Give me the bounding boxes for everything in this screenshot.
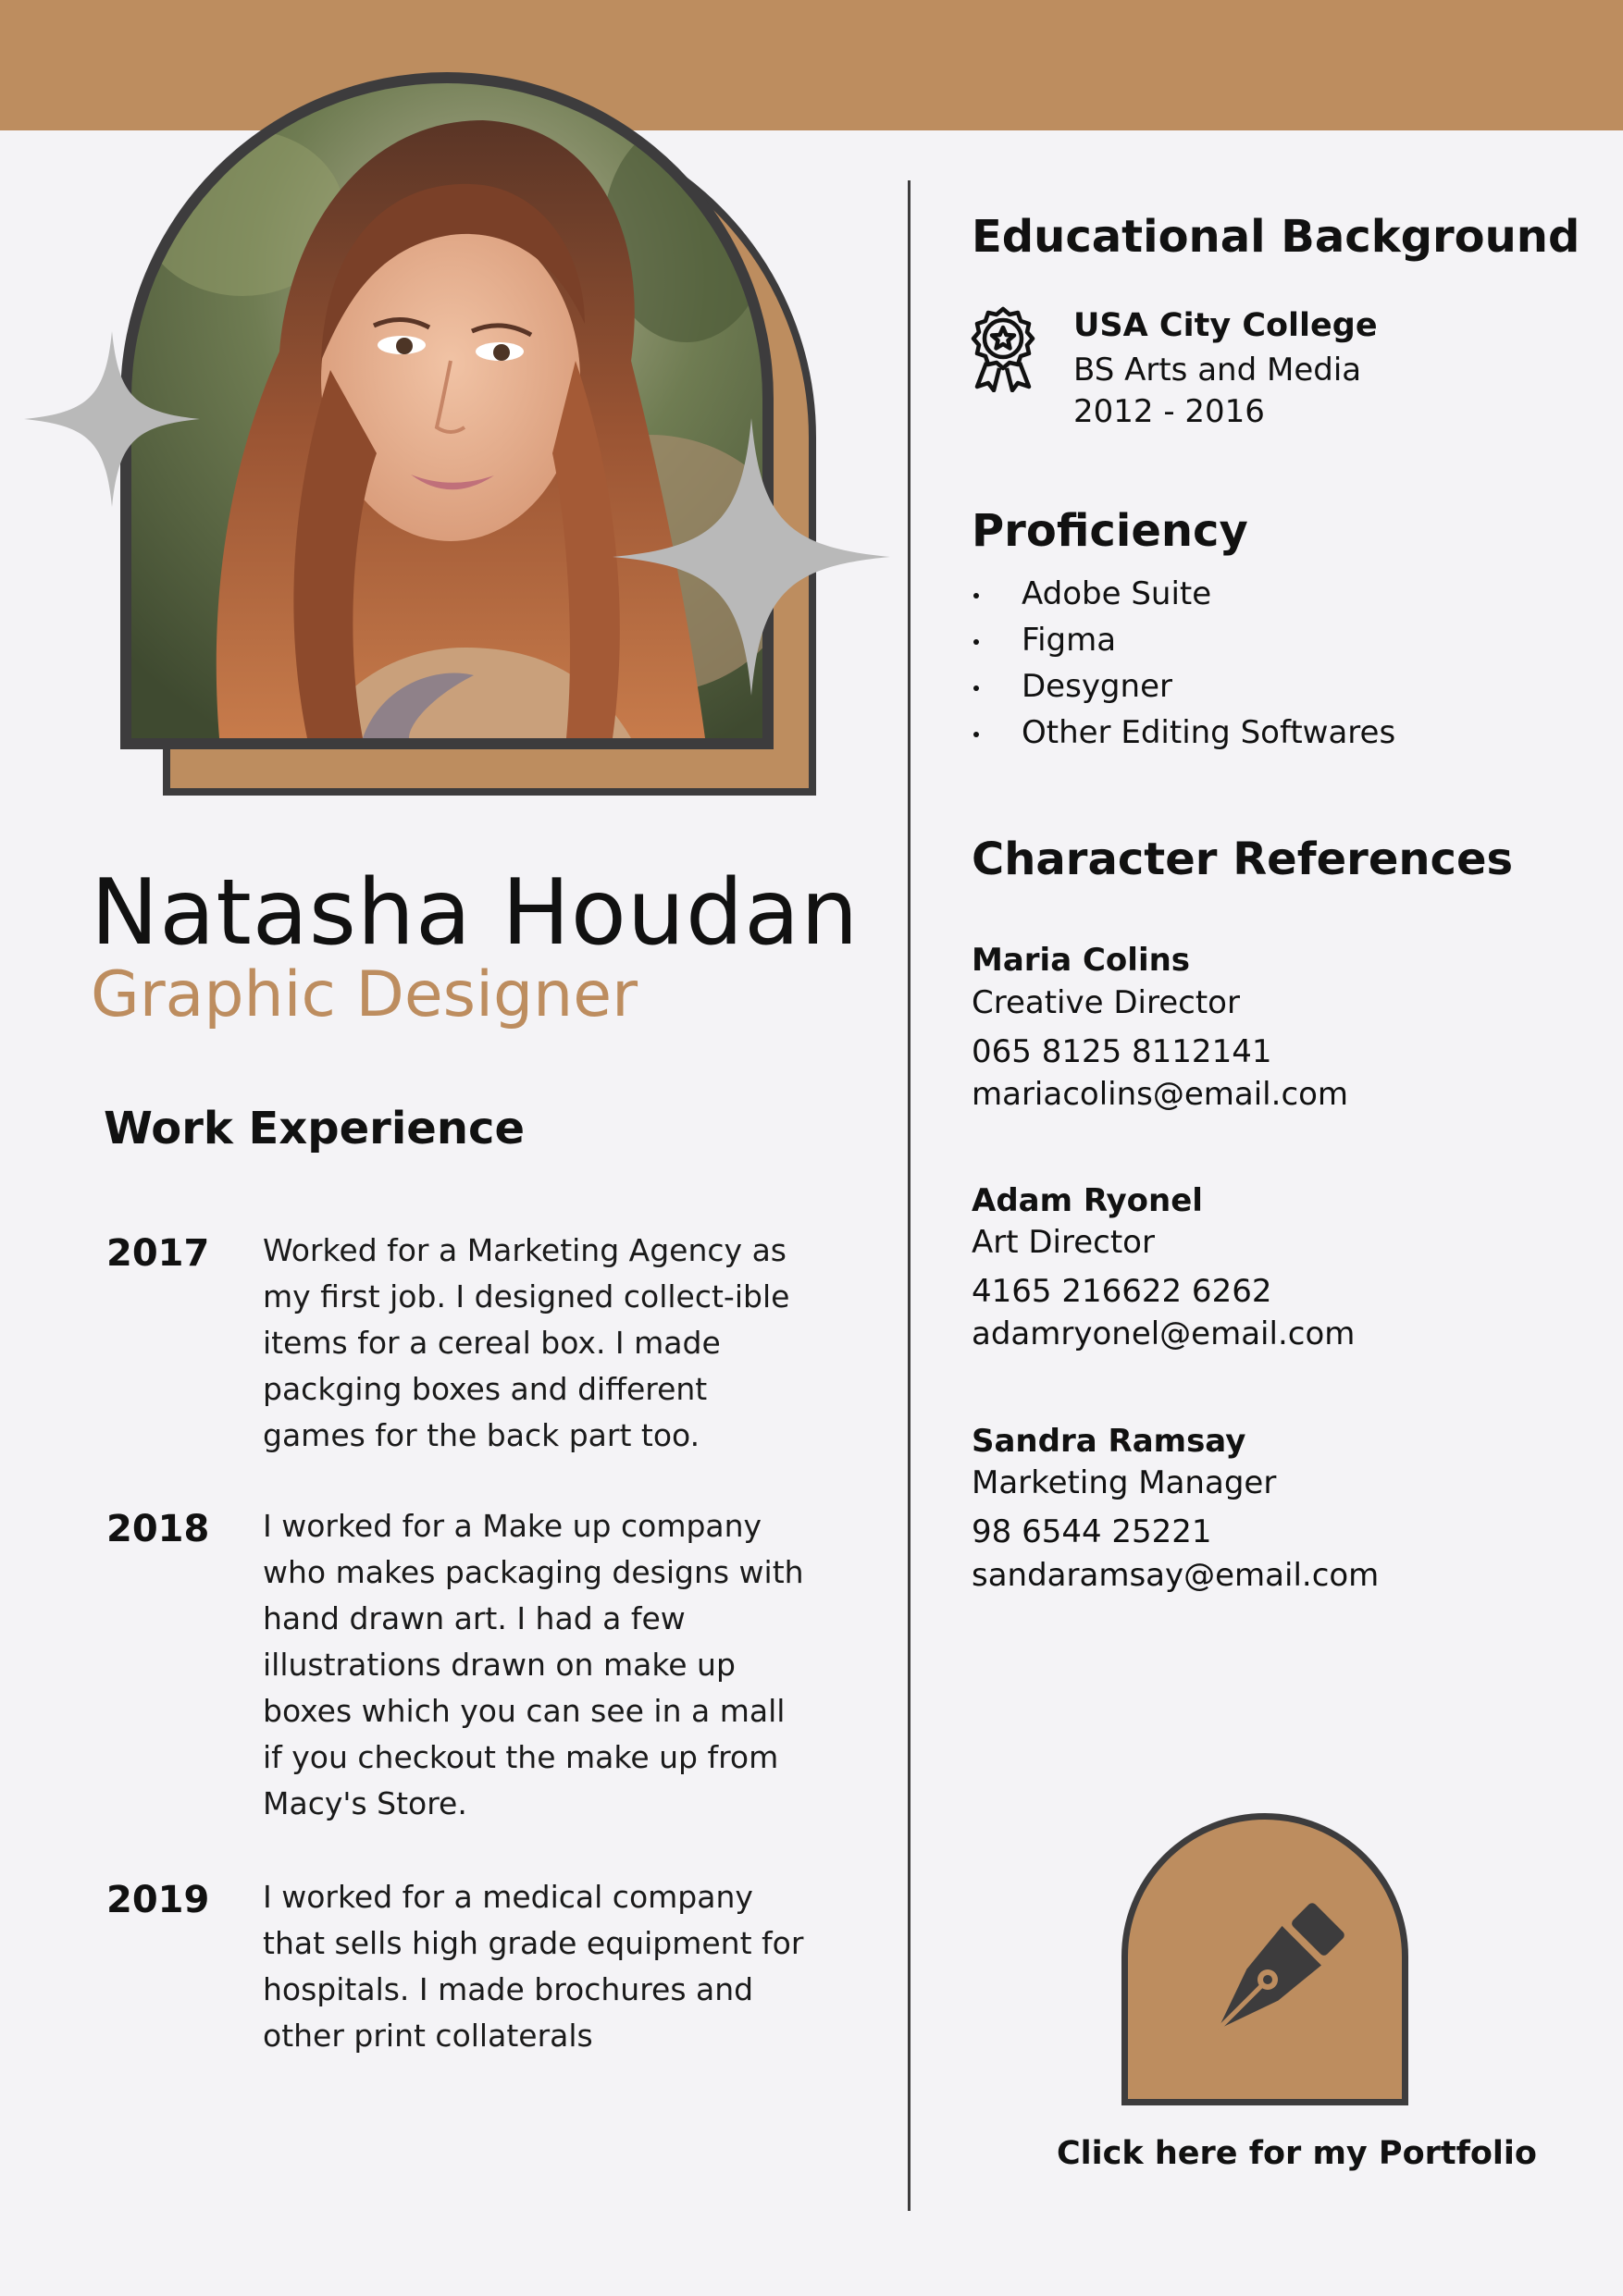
reference-name: Maria Colins [972,942,1191,979]
work-experience-heading: Work Experience [104,1103,526,1154]
work-year: 2019 [106,1879,210,1921]
skill-item: Figma [972,617,1395,663]
reference-phone: 4165 216622 6262 [972,1273,1272,1310]
work-description: I worked for a Make up company who makes packaging designs with hand drawn art. I had a few illustrations drawn on make up boxes which you can see in a mall if you checkout the make up from Macy's Store. [263,1508,804,1821]
school-name: USA City College [1073,307,1378,344]
study-years: 2012 - 2016 [1073,393,1265,430]
candidate-role: Graphic Designer [91,958,638,1031]
award-ribbon-icon [968,305,1038,392]
skills-list [972,571,1395,756]
work-year: 2017 [106,1232,210,1275]
proficiency-heading: Proficiency [972,505,1248,557]
skill-item: Adobe Suite [972,571,1395,617]
top-accent-bar [0,0,1623,130]
portfolio-link[interactable]: Click here for my Portfolio [1057,2135,1537,2172]
reference-title: Creative Director [972,984,1240,1021]
work-description: I worked for a medical company that sells high grade equipment for hospitals. I made brochures and other print collaterals [263,1879,804,2054]
sparkle-icon [613,418,890,696]
skill-item: Desygner [972,663,1395,710]
candidate-name: Natasha Houdan [91,860,860,966]
work-year: 2018 [106,1508,210,1550]
skill-item: Other Editing Softwares [972,710,1395,756]
education-heading: Educational Background [972,211,1580,263]
reference-title: Marketing Manager [972,1464,1277,1501]
sparkle-icon [24,331,200,507]
fountain-pen-icon[interactable] [1175,1887,1360,2072]
work-description: Worked for a Marketing Agency as my first job. I designed collect-ible items for a cereal box. I made packging boxes and different games for the back part too. [263,1232,790,1453]
references-heading: Character References [972,833,1514,885]
column-divider [908,180,911,2211]
reference-name: Sandra Ramsay [972,1423,1246,1460]
reference-email: adamryonel@email.com [972,1315,1356,1352]
reference-email: sandaramsay@email.com [972,1557,1380,1594]
reference-title: Art Director [972,1224,1155,1261]
reference-email: mariacolins@email.com [972,1076,1349,1113]
degree: BS Arts and Media [1073,352,1362,389]
reference-name: Adam Ryonel [972,1182,1203,1219]
reference-phone: 065 8125 8112141 [972,1033,1272,1070]
reference-phone: 98 6544 25221 [972,1513,1212,1550]
